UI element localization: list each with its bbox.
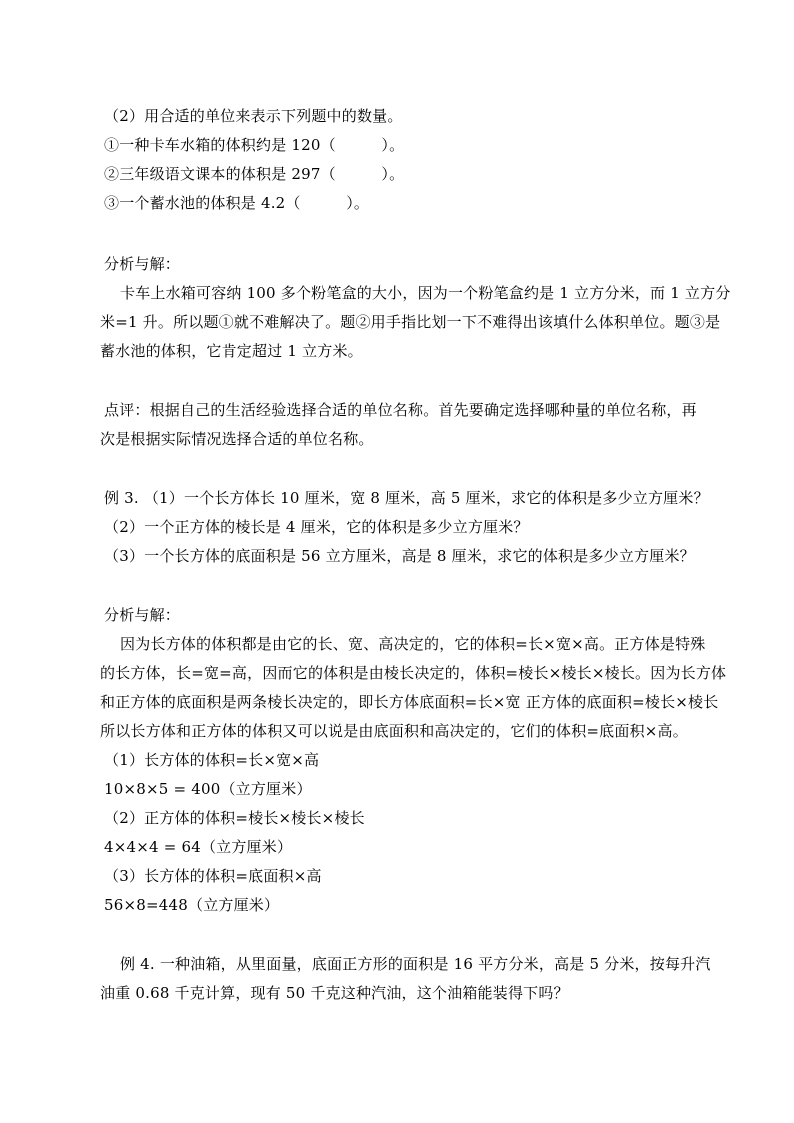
text-line: （2）一个正方体的棱长是 4 厘米，它的体积是多少立方厘米？: [104, 518, 529, 536]
text-line: 米=1 升。所以题①就不难解决了。题②用手指比划一下不难得出该填什么体积单位。题③是: [100, 313, 721, 331]
text-line: 和正方体的底面积是两条棱长决定的，即长方体底面积=长×宽 正方体的底面积=棱长×棱长: [100, 693, 719, 711]
text-line: 分析与解：: [104, 255, 181, 273]
text-line: ③一个蓄水池的体积是 4.2（ ）。: [104, 194, 370, 212]
text-line: 因为长方体的体积都是由它的长、宽、高决定的，它的体积=长×宽×高。正方体是特殊: [120, 635, 706, 653]
text-line: 次是根据实际情况选择合适的单位名称。: [100, 430, 374, 448]
text-line: 所以长方体和正方体的体积又可以说是由底面积和高决定的，它们的体积=底面积×高。: [100, 722, 688, 740]
text-line: 4×4×4 = 64（立方厘米）: [104, 838, 293, 856]
text-line: （3）长方体的体积=底面积×高: [104, 867, 322, 885]
text-line: 56×8=448（立方厘米）: [104, 896, 280, 914]
text-line: ②三年级语文课本的体积是 297（ ）。: [104, 165, 405, 183]
text-line: 点评：根据自己的生活经验选择合适的单位名称。首先要确定选择哪种量的单位名称，再: [104, 401, 697, 419]
text-line: （2）正方体的体积=棱长×棱长×棱长: [104, 809, 365, 827]
text-line: 油重 0.68 千克计算，现有 50 千克这种汽油，这个油箱能装得下吗？: [100, 984, 569, 1002]
text-line: 的长方体，长=宽=高，因而它的体积是由棱长决定的，体积=棱长×棱长×棱长。因为长方体: [100, 664, 727, 682]
text-line: （1）长方体的体积=长×宽×高: [104, 751, 320, 769]
text-line: 例 4. 一种油箱，从里面量，底面正方形的面积是 16 平方分米，高是 5 分米，按每升汽: [120, 955, 711, 973]
text-line: 分析与解：: [104, 606, 181, 624]
text-line: 蓄水池的体积，它肯定超过 1 立方米。: [100, 342, 363, 360]
text-line: （3）一个长方体的底面积是 56 立方厘米，高是 8 厘米，求它的体积是多少立方厘米？: [104, 547, 695, 565]
text-line: （2）用合适的单位来表示下列题中的数量。: [104, 107, 403, 125]
text-line: 10×8×5 = 400（立方厘米）: [104, 780, 312, 798]
text-line: 例 3. （1）一个长方体长 10 厘米，宽 8 厘米，高 5 厘米，求它的体积是多少立方厘米？: [104, 489, 709, 507]
text-line: ①一种卡车水箱的体积约是 120（ ）。: [104, 136, 405, 154]
text-line: 卡车上水箱可容纳 100 多个粉笔盒的大小，因为一个粉笔盒约是 1 立方分米，而 1 立方分: [120, 284, 731, 302]
